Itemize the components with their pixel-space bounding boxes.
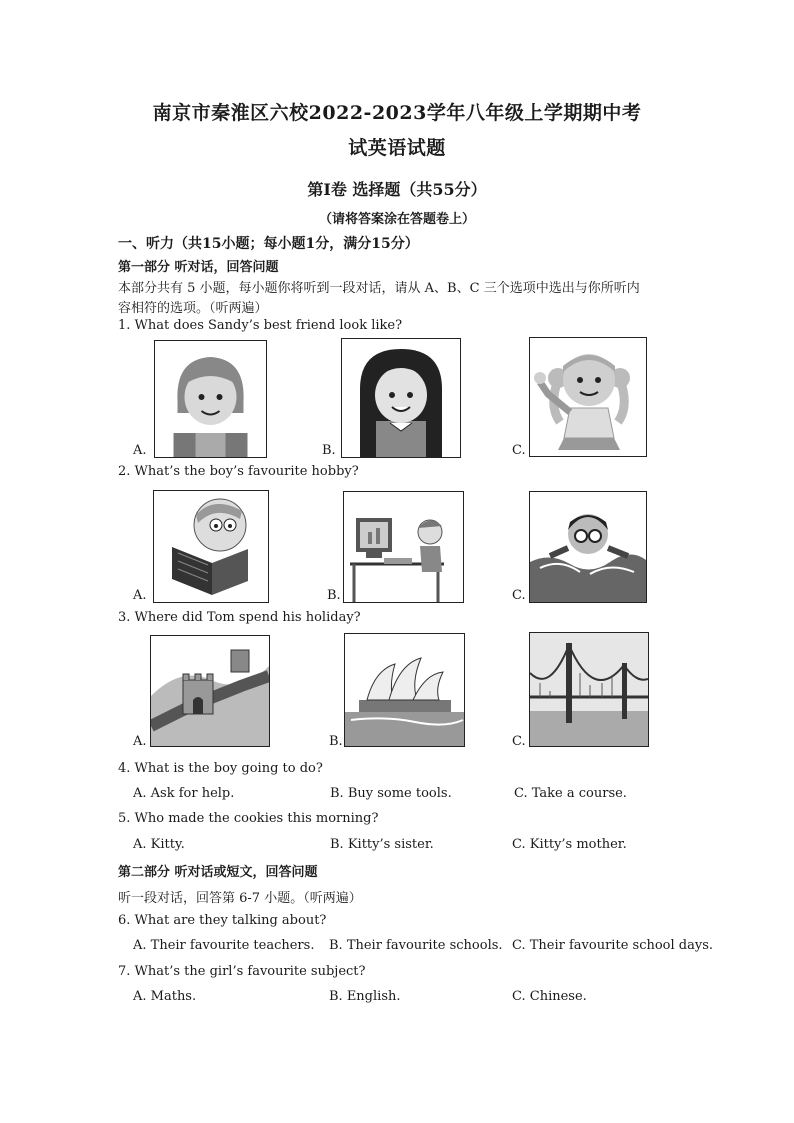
q4-option-a[interactable]: A. Ask for help. — [133, 786, 235, 801]
pigtails-girl-waving-picture — [529, 337, 647, 457]
q1-label-b: B. — [322, 443, 336, 458]
q7-option-b[interactable]: B. English. — [329, 989, 401, 1004]
sydney-opera-house-picture — [344, 633, 465, 747]
section1-heading: 一、听力（共15小题；每小题1分，满分15分） — [118, 236, 419, 252]
q2-label-b: B. — [327, 588, 341, 603]
q6-option-a[interactable]: A. Their favourite teachers. — [133, 938, 315, 953]
long-hair-girl-picture — [341, 338, 461, 458]
part2-instructions: 听一段对话，回答第 6-7 小题。（听两遍） — [118, 891, 362, 906]
q5-option-c[interactable]: C. Kitty’s mother. — [512, 837, 627, 852]
question-4: 4. What is the boy going to do? — [118, 761, 323, 776]
q5-option-a[interactable]: A. Kitty. — [133, 837, 185, 852]
q3-label-c: C. — [512, 734, 526, 749]
q2-label-c: C. — [512, 588, 526, 603]
q1-label-c: C. — [512, 443, 526, 458]
q4-option-c[interactable]: C. Take a course. — [514, 786, 627, 801]
q6-option-c[interactable]: C. Their favourite school days. — [512, 938, 714, 953]
question-6: 6. What are they talking about? — [118, 913, 327, 928]
boy-reading-picture — [153, 490, 269, 603]
q6-option-b[interactable]: B. Their favourite schools. — [329, 938, 503, 953]
question-1: 1. What does Sandy’s best friend look like? — [118, 318, 403, 333]
q5-option-b[interactable]: B. Kitty’s sister. — [330, 837, 434, 852]
q7-option-c[interactable]: C. Chinese. — [512, 989, 587, 1004]
part1-instructions-line1: 本部分共有 5 小题，每小题你将听到一段对话，请从 A、B、C 三个选项中选出与你所听内 — [118, 281, 640, 296]
q2-label-a: A. — [133, 588, 147, 603]
volume-title: 第I卷 选择题（共55分） — [307, 180, 487, 199]
question-7: 7. What’s the girl’s favourite subject? — [118, 964, 366, 979]
volume-note: （请将答案涂在答题卷上） — [318, 212, 475, 227]
q1-label-a: A. — [133, 443, 147, 458]
part2-heading: 第二部分 听对话或短文，回答问题 — [118, 865, 318, 880]
boy-computer-picture — [343, 491, 464, 603]
short-hair-girl-picture — [154, 340, 267, 458]
q3-label-b: B. — [329, 734, 343, 749]
question-2: 2. What’s the boy’s favourite hobby? — [118, 464, 359, 479]
golden-gate-bridge-picture — [529, 632, 649, 747]
page-title-line1: 南京市秦淮区六校2022-2023学年八年级上学期期中考 — [152, 102, 642, 124]
q4-option-b[interactable]: B. Buy some tools. — [330, 786, 452, 801]
part1-instructions-line2: 容相符的选项。（听两遍） — [118, 301, 268, 316]
great-wall-picture — [150, 635, 270, 747]
part1-heading: 第一部分 听对话，回答问题 — [118, 260, 279, 275]
q3-label-a: A. — [133, 734, 147, 749]
swimmer-picture — [529, 491, 647, 603]
question-5: 5. Who made the cookies this morning? — [118, 811, 379, 826]
q7-option-a[interactable]: A. Maths. — [133, 989, 197, 1004]
page-title-line2: 试英语试题 — [348, 137, 446, 159]
question-3: 3. Where did Tom spend his holiday? — [118, 610, 361, 625]
